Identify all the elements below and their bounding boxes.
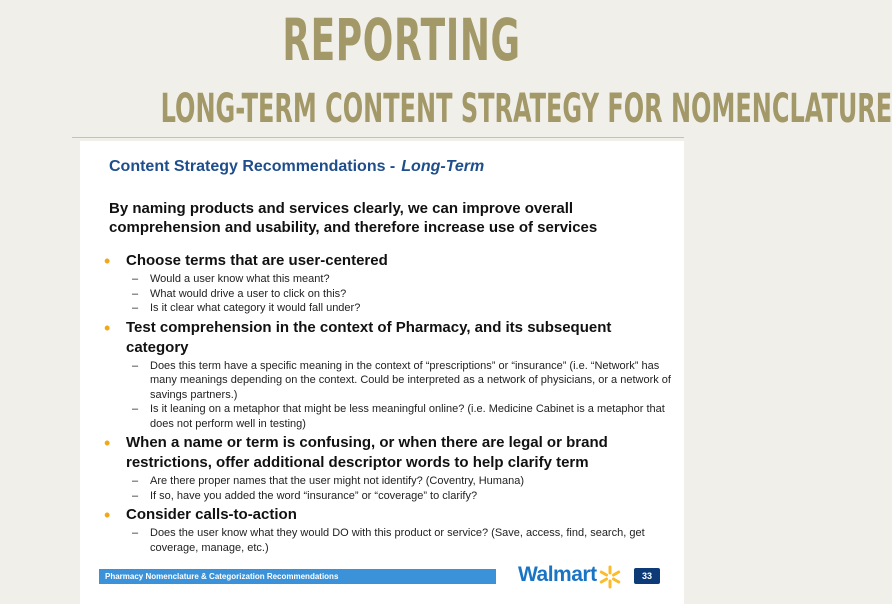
sub-item-text: Does the user know what they would DO with this product or service? (Save, access, find, search, get coverage, manage, etc.) — [150, 527, 645, 554]
sub-item — [126, 489, 672, 504]
bullet-dot-icon: • — [104, 251, 111, 271]
bullet-dot-icon: • — [104, 505, 111, 525]
page-number: 33 — [634, 568, 660, 584]
bullet-text: Test comprehension in the context of Pharmacy, and its subsequent category — [126, 318, 612, 356]
sub-item — [126, 359, 672, 403]
page-subtitle: LONG-TERM CONTENT STRATEGY FOR NOMENCLATURE — [160, 86, 892, 132]
dash-icon: – — [132, 287, 139, 300]
dash-icon: – — [132, 359, 139, 372]
sub-item — [126, 402, 672, 431]
dash-icon: – — [132, 475, 139, 487]
footer-bar — [99, 569, 496, 584]
bullet-text: Consider calls-to-action — [126, 506, 297, 523]
sub-item — [126, 474, 672, 489]
sub-item-text: Is it leaning on a metaphor that might be less meaningful online? (i.e. Medicine Cabinet is a metaphor that does not perform well in testing) — [150, 403, 665, 430]
sub-item — [126, 301, 672, 316]
dash-icon: – — [132, 403, 139, 415]
slide-heading — [109, 158, 484, 176]
sub-item-text: Would a user know what this meant? — [150, 273, 330, 285]
sub-list — [126, 474, 672, 503]
sub-item — [126, 272, 672, 287]
bullet-item — [102, 251, 672, 316]
slide-heading-text: Content Strategy Recommendations - — [109, 158, 396, 175]
sub-list — [126, 526, 672, 555]
dash-icon: – — [132, 527, 139, 539]
slide-heading-emphasis: Long-Term — [401, 158, 485, 175]
bullet-dot-icon: • — [104, 433, 111, 453]
dash-icon: – — [132, 489, 139, 502]
dash-icon: – — [132, 302, 139, 314]
bullet-dot-icon: • — [104, 317, 111, 338]
spark-icon — [598, 565, 622, 589]
bullet-text: Choose terms that are user-centered — [126, 252, 388, 269]
bullet-list — [102, 251, 672, 557]
bullet-item — [102, 318, 672, 432]
sub-item-text: Is it clear what category it would fall under? — [150, 302, 361, 314]
bullet-item — [102, 433, 672, 503]
sub-list — [126, 272, 672, 316]
slide-image — [80, 141, 684, 604]
divider — [72, 137, 684, 138]
bullet-text: When a name or term is confusing, or when there are legal or brand restrictions, offer additional descriptor words to help clarify term — [126, 434, 608, 471]
sub-item-text: If so, have you added the word “insurance” or “coverage” to clarify? — [150, 489, 478, 502]
dash-icon: – — [132, 273, 139, 285]
sub-item — [126, 287, 672, 302]
walmart-logo: Walmart — [518, 563, 597, 586]
sub-list — [126, 359, 672, 432]
intro-statement: By naming products and services clearly, we can improve overall comprehension and usability, and therefore increase use of services — [109, 200, 598, 236]
page-title: REPORTING — [282, 6, 521, 74]
bullet-item — [102, 505, 672, 555]
sub-item — [126, 526, 672, 555]
sub-item-text: What would drive a user to click on this? — [150, 287, 347, 300]
footer-label: Pharmacy Nomenclature & Categorization Recommendations — [105, 572, 339, 581]
sub-item-text: Does this term have a specific meaning in the context of “prescriptions” or “insurance” (i.e. “Network” has many meanings depending on the context. Could be interpreted as a network of physicians, or a network of savings partners.) — [150, 359, 671, 401]
sub-item-text: Are there proper names that the user might not identify? (Coventry, Humana) — [150, 475, 524, 487]
